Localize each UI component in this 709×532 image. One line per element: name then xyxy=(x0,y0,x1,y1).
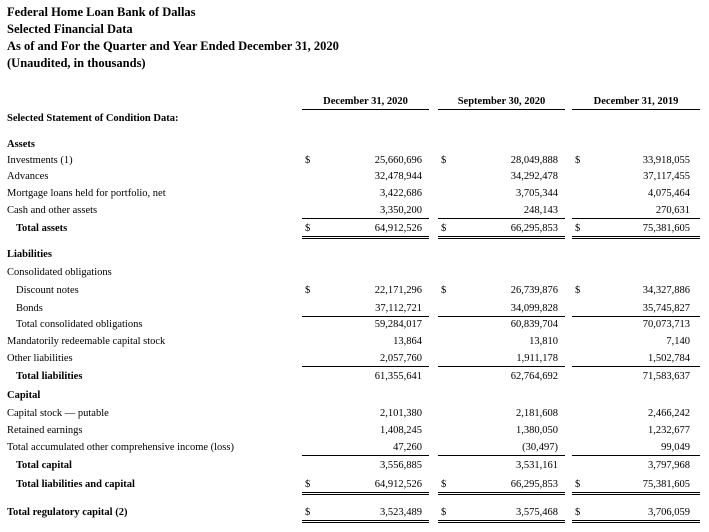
row-value: 270,631 xyxy=(655,205,690,216)
row-value: 2,101,380 xyxy=(380,408,422,419)
row-value: 61,355,641 xyxy=(374,371,422,382)
single-underline xyxy=(438,366,565,367)
double-underline xyxy=(438,492,565,495)
currency-symbol: $ xyxy=(441,507,447,518)
row-label: Mortgage loans held for portfolio, net xyxy=(7,188,166,199)
row-value: 66,295,853 xyxy=(510,223,558,234)
double-underline xyxy=(572,236,700,239)
currency-symbol: $ xyxy=(575,155,581,166)
single-underline xyxy=(572,316,700,317)
row-value: 60,839,704 xyxy=(510,319,558,330)
row-value: 13,864 xyxy=(393,336,422,347)
report-units: (Unaudited, in thousands) xyxy=(7,56,146,70)
currency-symbol: $ xyxy=(575,285,581,296)
report-title: Federal Home Loan Bank of Dallas xyxy=(7,5,196,19)
row-value: 32,478,944 xyxy=(374,171,422,182)
row-value: 3,523,489 xyxy=(380,507,422,518)
row-value: 3,531,161 xyxy=(516,460,558,471)
row-value: 34,099,828 xyxy=(510,303,558,314)
single-underline xyxy=(572,455,700,456)
double-underline xyxy=(572,492,700,495)
currency-symbol: $ xyxy=(441,479,447,490)
row-value: 3,422,686 xyxy=(380,188,422,199)
row-label: Retained earnings xyxy=(7,425,83,436)
row-label: Mandatorily redeemable capital stock xyxy=(7,336,166,347)
row-value: 75,381,605 xyxy=(642,223,690,234)
row-value: 2,057,760 xyxy=(380,353,422,364)
row-value: 3,350,200 xyxy=(380,205,422,216)
row-value: 2,181,608 xyxy=(516,408,558,419)
currency-symbol: $ xyxy=(441,155,447,166)
currency-symbol: $ xyxy=(305,507,311,518)
column-header-sep-2020: September 30, 2020 xyxy=(457,96,546,107)
row-label: Assets xyxy=(7,139,35,150)
report-period: As of and For the Quarter and Year Ended December 31, 2020 xyxy=(7,39,339,53)
row-value: 47,260 xyxy=(393,442,422,453)
currency-symbol: $ xyxy=(305,155,311,166)
row-value: 3,797,968 xyxy=(648,460,690,471)
currency-symbol: $ xyxy=(575,479,581,490)
row-label: Total accumulated other comprehensive income (loss) xyxy=(7,442,234,453)
row-value: 37,117,455 xyxy=(643,171,690,182)
double-underline xyxy=(572,520,700,523)
row-label: Total consolidated obligations xyxy=(16,319,143,330)
row-value: 13,810 xyxy=(529,336,558,347)
row-label: Other liabilities xyxy=(7,353,73,364)
row-label: Consolidated obligations xyxy=(7,267,112,278)
row-value: 35,745,827 xyxy=(642,303,690,314)
row-value: 34,327,886 xyxy=(642,285,690,296)
double-underline xyxy=(438,520,565,523)
single-underline xyxy=(302,366,429,367)
row-label: Capital xyxy=(7,390,41,401)
row-value: 70,073,713 xyxy=(642,319,690,330)
single-underline xyxy=(438,218,565,219)
row-label: Total liabilities xyxy=(16,371,83,382)
single-underline xyxy=(438,316,565,317)
row-label: Cash and other assets xyxy=(7,205,98,216)
section-title: Selected Statement of Condition Data: xyxy=(7,113,179,124)
currency-symbol: $ xyxy=(575,507,581,518)
row-value: 3,556,885 xyxy=(380,460,422,471)
row-label: Bonds xyxy=(16,303,43,314)
row-value: 34,292,478 xyxy=(510,171,558,182)
row-value: 33,918,055 xyxy=(642,155,690,166)
row-label: Capital stock — putable xyxy=(7,408,109,419)
double-underline xyxy=(302,492,429,495)
row-value: 99,049 xyxy=(661,442,690,453)
row-value: 71,583,637 xyxy=(642,371,690,382)
row-value: 1,502,784 xyxy=(648,353,690,364)
row-value: 3,575,468 xyxy=(516,507,558,518)
row-label: Total assets xyxy=(16,223,68,234)
single-underline xyxy=(302,316,429,317)
single-underline xyxy=(572,366,700,367)
row-value: 248,143 xyxy=(523,205,558,216)
row-value: 1,408,245 xyxy=(380,425,422,436)
row-label: Liabilities xyxy=(7,249,52,260)
row-label: Advances xyxy=(7,171,49,182)
row-value: 66,295,853 xyxy=(510,479,558,490)
row-value: 64,912,526 xyxy=(374,479,422,490)
double-underline xyxy=(302,520,429,523)
row-value: 1,380,050 xyxy=(516,425,558,436)
column-header-dec-2020: December 31, 2020 xyxy=(323,96,408,107)
row-value: 1,232,677 xyxy=(648,425,690,436)
row-value: (30,497) xyxy=(522,442,558,453)
report-subtitle: Selected Financial Data xyxy=(7,22,133,36)
single-underline xyxy=(572,218,700,219)
row-value: 4,075,464 xyxy=(648,188,690,199)
row-value: 2,466,242 xyxy=(648,408,690,419)
row-value: 75,381,605 xyxy=(642,479,690,490)
row-value: 59,284,017 xyxy=(374,319,422,330)
row-value: 64,912,526 xyxy=(374,223,422,234)
row-label: Discount notes xyxy=(16,285,79,296)
row-label: Total regulatory capital (2) xyxy=(7,507,128,518)
row-value: 37,112,721 xyxy=(375,303,422,314)
currency-symbol: $ xyxy=(441,223,447,234)
double-underline xyxy=(438,236,565,239)
row-value: 26,739,876 xyxy=(510,285,558,296)
single-underline xyxy=(302,455,429,456)
row-value: 62,764,692 xyxy=(510,371,558,382)
currency-symbol: $ xyxy=(575,223,581,234)
row-value: 7,140 xyxy=(666,336,690,347)
currency-symbol: $ xyxy=(305,479,311,490)
double-underline xyxy=(302,236,429,239)
row-label: Total liabilities and capital xyxy=(16,479,135,490)
single-underline xyxy=(438,455,565,456)
row-value: 3,706,059 xyxy=(648,507,690,518)
column-header-dec-2019: December 31, 2019 xyxy=(593,96,679,107)
currency-symbol: $ xyxy=(305,223,311,234)
row-value: 25,660,696 xyxy=(374,155,422,166)
currency-symbol: $ xyxy=(305,285,311,296)
row-value: 1,911,178 xyxy=(516,353,558,364)
single-underline xyxy=(302,218,429,219)
currency-symbol: $ xyxy=(441,285,447,296)
row-label: Total capital xyxy=(16,460,72,471)
row-label: Investments (1) xyxy=(7,155,73,166)
row-value: 22,171,296 xyxy=(374,285,422,296)
row-value: 3,705,344 xyxy=(516,188,558,199)
row-value: 28,049,888 xyxy=(510,155,558,166)
